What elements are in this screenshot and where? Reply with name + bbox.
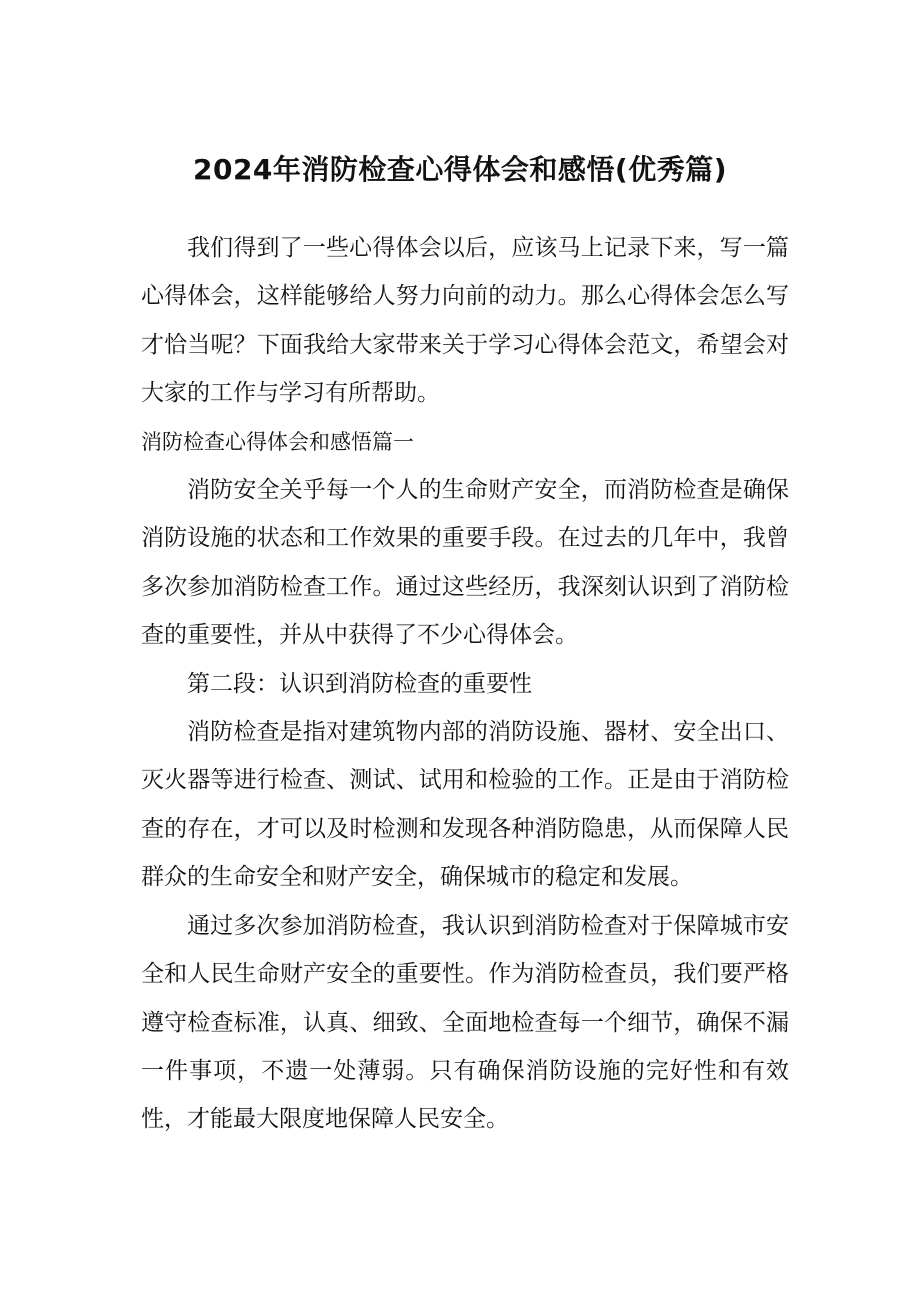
intro-paragraph: 我们得到了一些心得体会以后，应该马上记录下来，写一篇心得体会，这样能够给人努力向前的动力。那么心得体会怎么写才恰当呢？下面我给大家带来关于学习心得体会范文，希望会对大家的工作与学习有所帮助。 bbox=[141, 235, 789, 407]
subheading-paragraph: 第二段：认识到消防检查的重要性 bbox=[187, 670, 532, 697]
paragraph-2: 消防检查是指对建筑物内部的消防设施、器材、安全出口、灭火器等进行检查、测试、试用和检验的工作。正是由于消防检查的存在，才可以及时检测和发现各种消防隐患，从而保障人民群众的生命安全和财产安全，确保城市的稳定和发展。 bbox=[141, 719, 789, 891]
paragraph-3: 通过多次参加消防检查，我认识到消防检查对于保障城市安全和人民生命财产安全的重要性。作为消防检查员，我们要严格遵守检查标准，认真、细致、全面地检查每一个细节，确保不漏一件事项，不遗一处薄弱。只有确保消防设施的完好性和有效性，才能最大限度地保障人民安全。 bbox=[141, 912, 789, 1133]
paragraph-1: 消防安全关乎每一个人的生命财产安全，而消防检查是确保消防设施的状态和工作效果的重要手段。在过去的几年中，我曾多次参加消防检查工作。通过这些经历，我深刻认识到了消防检查的重要性，并从中获得了不少心得体会。 bbox=[141, 477, 789, 649]
document-body bbox=[141, 224, 789, 1144]
document-title: 2024年消防检查心得体会和感悟(优秀篇) bbox=[192, 153, 728, 186]
section-heading: 消防检查心得体会和感悟篇一 bbox=[141, 429, 414, 454]
